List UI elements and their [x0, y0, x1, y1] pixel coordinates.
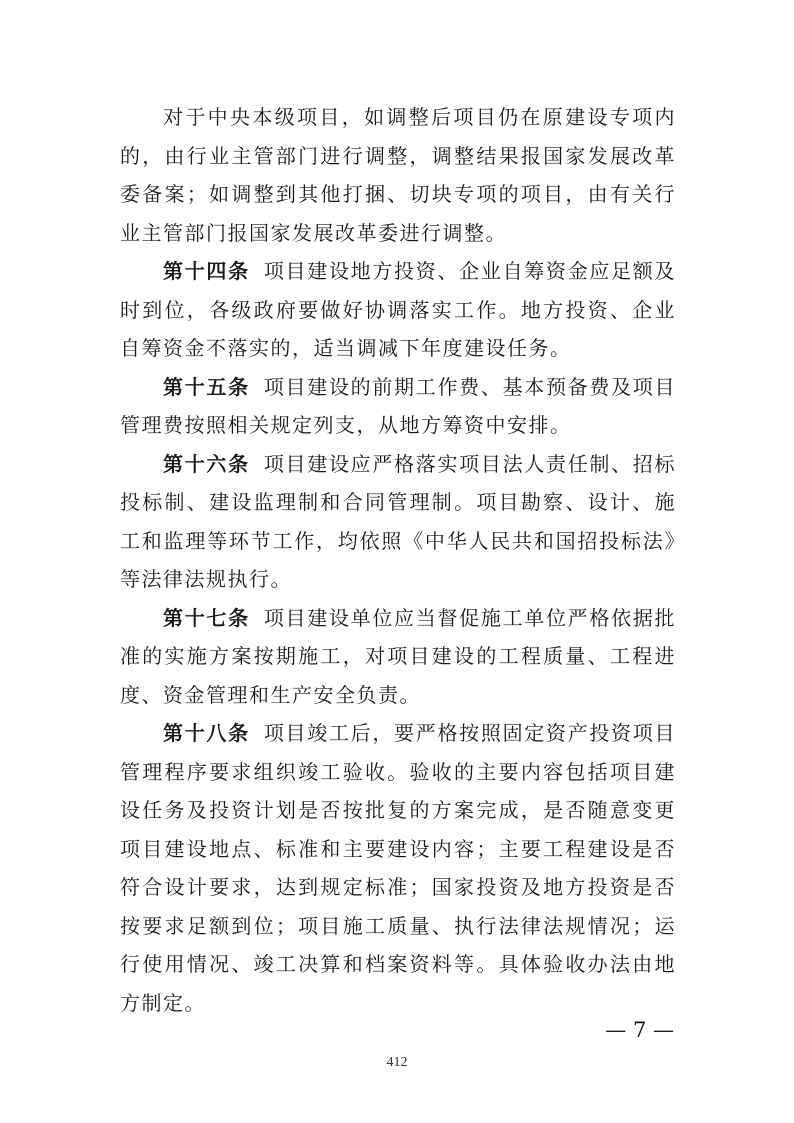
article-number: 第十八条 — [163, 721, 250, 745]
paragraph-intro — [120, 98, 676, 252]
article-16 — [120, 445, 676, 599]
document-body — [120, 98, 676, 1022]
article-text: 项目竣工后，要严格按照固定资产投资项目管理程序要求组织竣工验收。验收的主要内容包括项目建设任务及投资计划是否按批复的方案完成，是否随意变更项目建设地点、标准和主要建设内容；主要工程建设是否符合设计要求，达到规定标准；国家投资及地方投资是否按要求足额到位；项目施工质量、执行法律法规情况；运行使用情况、竣工决算和档案资料等。具体验收办法由地方制定。 — [120, 721, 677, 1015]
article-text: 项目建设单位应当督促施工单位严格依据批准的实施方案按期施工，对项目建设的工程质量、工程进度、资金管理和生产安全负责。 — [120, 605, 677, 707]
article-18 — [120, 714, 676, 1022]
article-number: 第十六条 — [163, 451, 250, 476]
page-number: — 7 — — [605, 1018, 674, 1042]
article-15 — [120, 368, 676, 445]
article-number: 第十四条 — [163, 259, 250, 283]
article-text: 项目建设地方投资、企业自筹资金应足额及时到位，各级政府要做好协调落实工作。地方投资、企业自筹资金不落实的，适当调减下年度建设任务。 — [120, 259, 677, 360]
article-17 — [120, 599, 676, 715]
article-text: 项目建设的前期工作费、基本预备费及项目管理费按照相关规定列支，从地方筹资中安排。 — [120, 374, 677, 437]
article-number: 第十七条 — [163, 605, 250, 630]
article-text: 项目建设应严格落实项目法人责任制、招标投标制、建设监理制和合同管理制。项目勘察、设计、施工和监理等环节工作，均依照《中华人民共和国招投标法》等法律法规执行。 — [120, 451, 677, 591]
article-14 — [120, 252, 676, 368]
footer-number: 412 — [386, 1055, 408, 1070]
paragraph-text: 对于中央本级项目，如调整后项目仍在原建设专项内的，由行业主管部门进行调整，调整结果报国家发展改革委备案；如调整到其他打捆、切块专项的项目，由有关行业主管部门报国家发展改革委进行调整。 — [120, 105, 676, 245]
article-number: 第十五条 — [163, 374, 250, 399]
